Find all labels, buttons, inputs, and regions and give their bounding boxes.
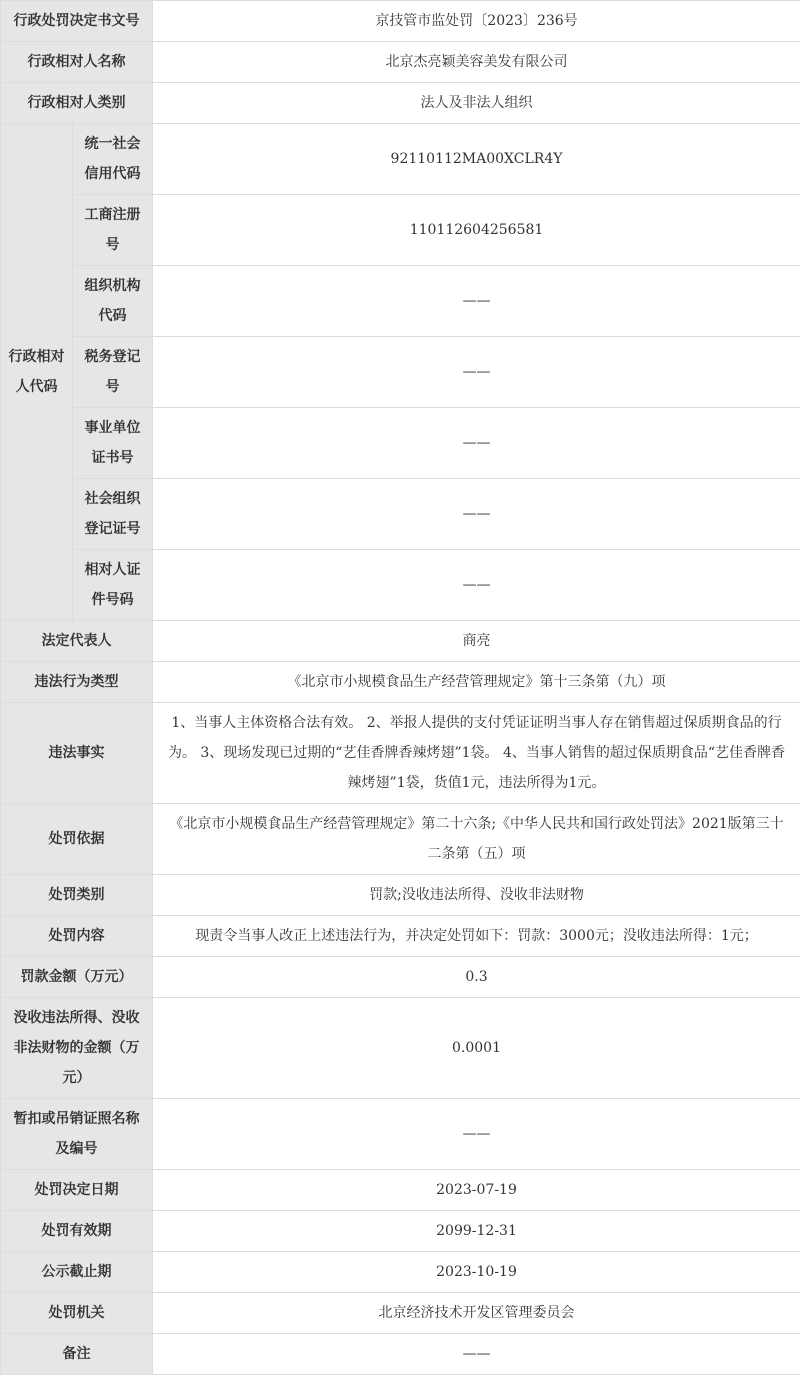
- value-penalty-category: 罚款;没收违法所得、没收非法财物: [153, 875, 800, 916]
- row-publicity-deadline: [1, 1252, 800, 1293]
- label-business-reg-number: 工商注册号: [73, 195, 153, 266]
- row-business-reg-number: [1, 195, 800, 266]
- row-penalty-content: [1, 916, 800, 957]
- row-remarks: [1, 1334, 800, 1375]
- row-confiscation-amount: [1, 998, 800, 1099]
- label-decision-date: 处罚决定日期: [1, 1170, 153, 1211]
- label-violation-facts: 违法事实: [1, 703, 153, 804]
- label-remarks: 备注: [1, 1334, 153, 1375]
- row-tax-reg-number: [1, 337, 800, 408]
- row-party-type: [1, 83, 800, 124]
- row-license-suspension: [1, 1099, 800, 1170]
- row-org-code: [1, 266, 800, 337]
- row-violation-facts: [1, 703, 800, 804]
- row-decision-date: [1, 1170, 800, 1211]
- row-penalty-category: [1, 875, 800, 916]
- value-party-type: 法人及非法人组织: [153, 83, 800, 124]
- value-confiscation-amount: 0.0001: [153, 998, 800, 1099]
- label-penalty-basis: 处罚依据: [1, 804, 153, 875]
- value-publicity-deadline: 2023-10-19: [153, 1252, 800, 1293]
- row-violation-type: [1, 662, 800, 703]
- row-penalty-basis: [1, 804, 800, 875]
- label-tax-reg-number: 税务登记号: [73, 337, 153, 408]
- value-decision-number: 京技管市监处罚〔2023〕236号: [153, 1, 800, 42]
- value-tax-reg-number: ——: [153, 337, 800, 408]
- label-party-id-number: 相对人证件号码: [73, 550, 153, 621]
- row-party-name: [1, 42, 800, 83]
- label-validity-date: 处罚有效期: [1, 1211, 153, 1252]
- value-violation-type: 《北京市小规模食品生产经营管理规定》第十三条第（九）项: [153, 662, 800, 703]
- label-penalty-category: 处罚类别: [1, 875, 153, 916]
- value-institution-cert: ——: [153, 408, 800, 479]
- value-authority: 北京经济技术开发区管理委员会: [153, 1293, 800, 1334]
- value-business-reg-number: 110112604256581: [153, 195, 800, 266]
- row-credit-code: [1, 124, 800, 195]
- label-party-type: 行政相对人类别: [1, 83, 153, 124]
- label-publicity-deadline: 公示截止期: [1, 1252, 153, 1293]
- label-party-name: 行政相对人名称: [1, 42, 153, 83]
- value-violation-facts: 1、当事人主体资格合法有效。 2、举报人提供的支付凭证证明当事人存在销售超过保质期食品的行为。 3、现场发现已过期的“艺佳香牌香辣烤翅”1袋。 4、当事人销售的超过保质期食品“艺佳香牌香辣烤翅”1袋，货值1元，违法所得为1元。: [153, 703, 800, 804]
- label-party-codes-group: 行政相对人代码: [1, 124, 73, 621]
- value-social-org-cert: ——: [153, 479, 800, 550]
- value-fine-amount: 0.3: [153, 957, 800, 998]
- label-authority: 处罚机关: [1, 1293, 153, 1334]
- row-institution-cert: [1, 408, 800, 479]
- value-remarks: ——: [153, 1334, 800, 1375]
- value-penalty-content: 现责令当事人改正上述违法行为，并决定处罚如下：罚款：3000元；没收违法所得：1元；: [153, 916, 800, 957]
- row-party-id-number: [1, 550, 800, 621]
- label-fine-amount: 罚款金额（万元）: [1, 957, 153, 998]
- row-social-org-cert: [1, 479, 800, 550]
- label-license-suspension: 暂扣或吊销证照名称及编号: [1, 1099, 153, 1170]
- value-credit-code: 92110112MA00XCLR4Y: [153, 124, 800, 195]
- row-legal-rep: [1, 621, 800, 662]
- value-penalty-basis: 《北京市小规模食品生产经营管理规定》第二十六条;《中华人民共和国行政处罚法》2021版第三十二条第（五）项: [153, 804, 800, 875]
- label-decision-number: 行政处罚决定书文号: [1, 1, 153, 42]
- label-violation-type: 违法行为类型: [1, 662, 153, 703]
- row-validity-date: [1, 1211, 800, 1252]
- label-institution-cert: 事业单位证书号: [73, 408, 153, 479]
- value-party-id-number: ——: [153, 550, 800, 621]
- label-legal-rep: 法定代表人: [1, 621, 153, 662]
- label-confiscation-amount: 没收违法所得、没收非法财物的金额（万元）: [1, 998, 153, 1099]
- value-decision-date: 2023-07-19: [153, 1170, 800, 1211]
- label-org-code: 组织机构代码: [73, 266, 153, 337]
- value-legal-rep: 商亮: [153, 621, 800, 662]
- value-party-name: 北京杰亮颖美容美发有限公司: [153, 42, 800, 83]
- label-penalty-content: 处罚内容: [1, 916, 153, 957]
- value-validity-date: 2099-12-31: [153, 1211, 800, 1252]
- value-license-suspension: ——: [153, 1099, 800, 1170]
- value-org-code: ——: [153, 266, 800, 337]
- row-decision-number: [1, 1, 800, 42]
- row-authority: [1, 1293, 800, 1334]
- label-credit-code: 统一社会信用代码: [73, 124, 153, 195]
- label-social-org-cert: 社会组织登记证号: [73, 479, 153, 550]
- row-fine-amount: [1, 957, 800, 998]
